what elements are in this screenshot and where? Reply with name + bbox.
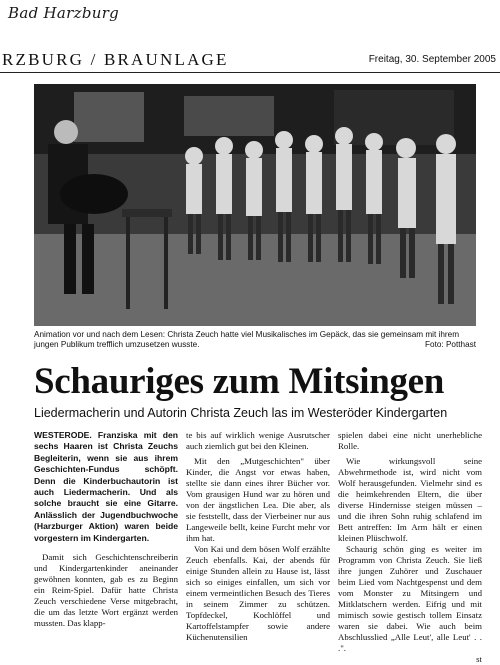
article-paragraph: Damit sich Geschichtenschreiberin und Kindergartenkinder aneinander gewöhnen konnten, gab es zu Beginn ein Reim-Spiel. Dafür hatte Christa Zeuch verschiedene Verse mitgebracht, die um das letzte Wort ergänzt werden mussten. Das klapp- [34, 552, 178, 629]
article-paragraph: spielen dabei eine nicht unerhebliche Rolle. [338, 430, 482, 451]
article-paragraph: Von Kai und dem bösen Wolf erzählte Zeuch ebenfalls. Kai, der abends für einige Stunden allein zu Hause ist, lässt sich so einiges einfallen, um sich vor einem vermeintlichen Besuch des Tieres in seinem Zimmer zu schützen. Topfdeckel, Kochlöffel und Kartoffelstampfer sowie andere Küchenutensilien [186, 544, 330, 642]
article-column-3 [338, 430, 482, 664]
article-column-1 [34, 430, 178, 654]
edition-title: RZBURG / BRAUNLAGE [2, 50, 229, 69]
caption-text: Animation vor und nach dem Lesen: Christa Zeuch hatte viel Musikalisches im Gepäck, das sie gemeinsam mit ihrem jungen Publikum trefflich umzusetzen wusste. [34, 330, 460, 349]
photo-credit: Foto: Potthast [425, 340, 476, 349]
article-paragraph: Schaurig schön ging es weiter im Programm von Christa Zeuch. Sie ließ ihre jungen Zuhörer und Zuschauer beim Lied vom Nachtgespenst und dem vom Monster zu Mitsingern und Mitklatschern werden. Eifrig und mit mimisch sowie gestisch tollem Einsatz waren sie dabei. Wie auch beim Abschlusslied „Alle Leut', alle Leut' . . .". [338, 544, 482, 653]
article-column-2 [186, 430, 330, 654]
article-paragraph: te bis auf wirklich wenige Ausrutscher auch ziemlich gut bei den Kleinen. [186, 430, 330, 451]
article-photo [34, 84, 476, 326]
article-lead: WESTERODE. Franziska mit den sechs Haaren ist Christa Zeuchs Begleiterin, wenn sie aus ihrem Geschichten-Fundus schöpft. Denn die Kinderbuchautorin ist auch Liedermacherin. Und als solche braucht sie eine Gitarre. Anlässlich der Jugendbuchwoche (Harzburger Aktion) waren beide vorgestern im Kindergarten. [34, 430, 178, 543]
photo-caption [34, 330, 476, 350]
article-subheadline: Liedermacherin und Autorin Christa Zeuch las im Westeröder Kindergarten [34, 406, 448, 420]
article-paragraph: Mit den „Mutgeschichten" über Kinder, die Angst vor etwas haben, stellte sie dann eines ihrer Bücher vor. Vom grausigen Hund war zu hören und von der ängstlichen Lea. Die aber, als sie feststellt, dass der Vierbeiner nur aus Langeweile bellt, keine Furcht mehr vor ihm hat. [186, 456, 330, 543]
article-headline: Schauriges zum Mitsingen [34, 361, 445, 402]
newspaper-masthead [0, 42, 500, 73]
article-body [34, 430, 482, 664]
handwritten-note: Bad Harzburg [8, 4, 120, 22]
issue-date: Freitag, 30. September 2005 [368, 54, 496, 65]
author-mark: st [476, 654, 482, 664]
article-paragraph: Wie wirkungsvoll seine Abwehrmethode ist, wird nicht vom Wolf herausgefunden. Vielmehr sind es die heimkehrenden Eltern, die über diverse Hindernisse steigen müssen – und die ihren Sohn ruhig schlafend im Bett antreffen: Im Arm hält er einen kleinen Plüschwolf. [338, 456, 482, 543]
photo-scene [34, 84, 476, 326]
